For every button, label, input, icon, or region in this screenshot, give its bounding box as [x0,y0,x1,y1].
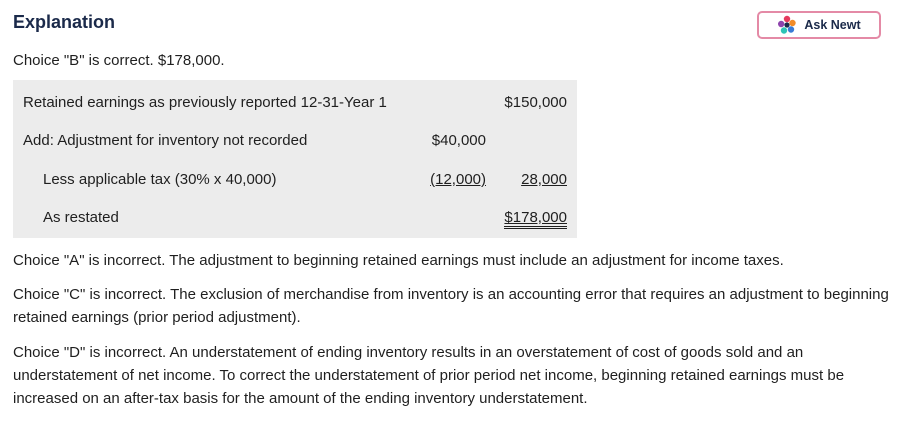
ask-newt-label: Ask Newt [804,18,861,32]
row-label: Less applicable tax (30% x 40,000) [43,171,277,188]
ask-newt-button[interactable] [757,11,881,39]
explanation-choice-a: Choice "A" is incorrect. The adjustment to beginning retained earnings must include an adjustment for income taxes. [13,252,784,269]
table-row [13,120,577,158]
row-label: Retained earnings as previously reported 12-31-Year 1 [23,94,387,111]
explanation-choice-c: Choice "C" is incorrect. The exclusion of merchandise from inventory is an accounting error that requires an adjustment to beginning retained earnings (prior period adjustment). [13,286,889,326]
correct-answer-text: Choice "B" is correct. $178,000. [13,52,225,69]
row-amount-total: 28,000 [521,171,567,188]
explanation-choice-d: Choice "D" is incorrect. An understatement of ending inventory results in an overstatement of cost of goods sold and an understatement of net income. To correct the understatement of prior period net income, beginning retained earnings must be increased on an after-tax basis for the amount of the ending inventory understatement. [13,344,845,407]
page-title: Explanation [13,12,116,32]
table-row [13,197,577,235]
row-amount-total [504,209,567,229]
restated-total: $178,000 [504,210,567,229]
calculation-table [13,80,577,238]
row-amount-detail: (12,000) [430,171,486,188]
table-row [13,159,577,197]
row-amount-total: $150,000 [504,94,567,111]
table-row [13,82,577,120]
row-label: Add: Adjustment for inventory not recorded [23,132,308,149]
row-amount-detail: $40,000 [431,132,486,149]
newt-logo-icon [777,15,797,35]
row-label: As restated [43,209,119,226]
